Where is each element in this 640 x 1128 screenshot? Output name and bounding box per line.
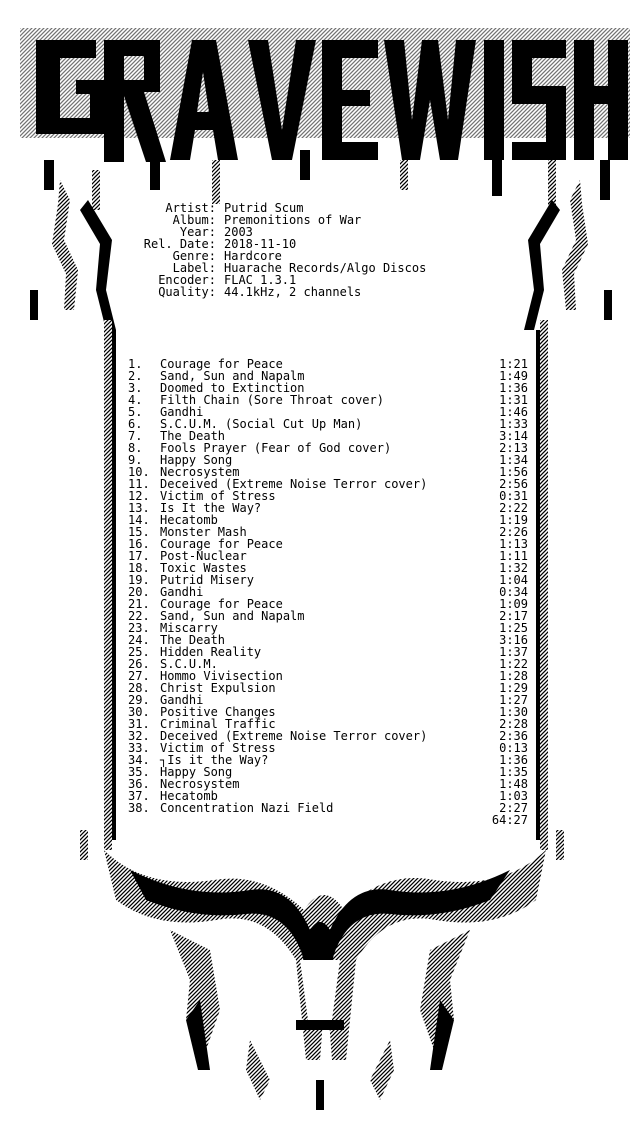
track-row — [0, 742, 640, 754]
track-title: Gandhi — [160, 405, 204, 419]
track-title: Victim of Stress — [160, 741, 276, 755]
track-duration: 2:26 — [499, 525, 528, 539]
track-row — [0, 550, 640, 562]
track-duration: 1:03 — [499, 789, 528, 803]
track-row — [0, 670, 640, 682]
release-info-key: Rel. Date: — [143, 237, 216, 251]
track-row — [0, 526, 640, 538]
release-info-key: Year: — [179, 225, 216, 239]
track-title: Positive Changes — [160, 705, 276, 719]
track-duration: 1:27 — [499, 693, 528, 707]
track-title: S.C.U.M. (Social Cut Up Man) — [160, 417, 363, 431]
track-title: Deceived (Extreme Noise Terror cover) — [160, 729, 428, 743]
track-number: 2. — [128, 369, 143, 383]
track-number: 9. — [128, 453, 143, 467]
track-row — [0, 802, 640, 814]
track-row — [0, 694, 640, 706]
track-title: Sand, Sun and Napalm — [160, 369, 305, 383]
track-title: Gandhi — [160, 693, 204, 707]
track-title: Monster Mash — [160, 525, 247, 539]
track-row — [0, 514, 640, 526]
track-row — [0, 502, 640, 514]
track-number: 24. — [128, 633, 150, 647]
track-title: Toxic Wastes — [160, 561, 247, 575]
track-duration: 1:09 — [499, 597, 528, 611]
release-info-value: Hardcore — [224, 249, 282, 263]
release-info-key: Genre: — [172, 249, 216, 263]
track-duration: 1:46 — [499, 405, 528, 419]
track-title: Happy Song — [160, 765, 233, 779]
track-number: 21. — [128, 597, 150, 611]
track-title: Hecatomb — [160, 513, 218, 527]
track-number: 6. — [128, 417, 143, 431]
track-number: 38. — [128, 801, 150, 815]
track-duration: 1:29 — [499, 681, 528, 695]
track-number: 20. — [128, 585, 150, 599]
track-duration: 1:11 — [499, 549, 528, 563]
track-number: 13. — [128, 501, 150, 515]
track-duration: 2:56 — [499, 477, 528, 491]
track-duration: 2:17 — [499, 609, 528, 623]
track-row — [0, 766, 640, 778]
track-duration: 1:36 — [499, 381, 528, 395]
track-title: Hidden Reality — [160, 645, 262, 659]
track-number: 17. — [128, 549, 150, 563]
track-row — [0, 538, 640, 550]
track-number: 8. — [128, 441, 143, 455]
track-duration: 3:14 — [499, 429, 528, 443]
track-duration: 1:35 — [499, 765, 528, 779]
track-row — [0, 598, 640, 610]
track-title: Concentration Nazi Field — [160, 801, 334, 815]
track-duration: 2:36 — [499, 729, 528, 743]
release-info-value: Premonitions of War — [224, 213, 362, 227]
track-number: 35. — [128, 765, 150, 779]
track-number: 4. — [128, 393, 143, 407]
track-title: The Death — [160, 633, 226, 647]
track-duration: 1:28 — [499, 669, 528, 683]
track-number: 22. — [128, 609, 150, 623]
track-number: 30. — [128, 705, 150, 719]
track-row — [0, 394, 640, 406]
release-info-key: Encoder: — [158, 273, 216, 287]
release-info-value: 2003 — [224, 225, 253, 239]
release-info-key: Album: — [172, 213, 216, 227]
track-title: Happy Song — [160, 453, 233, 467]
track-number: 23. — [128, 621, 150, 635]
track-duration: 0:31 — [499, 489, 528, 503]
track-row — [0, 358, 640, 370]
track-title: Courage for Peace — [160, 537, 283, 551]
track-duration: 1:33 — [499, 417, 528, 431]
track-row — [0, 658, 640, 670]
track-duration: 1:31 — [499, 393, 528, 407]
track-title: The Death — [160, 429, 226, 443]
track-title: Hommo Vivisection — [160, 669, 283, 683]
track-number: 1. — [128, 357, 143, 371]
track-title: Deceived (Extreme Noise Terror cover) — [160, 477, 428, 491]
track-number: 16. — [128, 537, 150, 551]
track-number: 18. — [128, 561, 150, 575]
track-duration: 0:13 — [499, 741, 528, 755]
track-row — [0, 454, 640, 466]
track-number: 10. — [128, 465, 150, 479]
track-number: 3. — [128, 381, 143, 395]
track-duration: 1:48 — [499, 777, 528, 791]
track-row — [0, 610, 640, 622]
track-number: 12. — [128, 489, 150, 503]
track-number: 26. — [128, 657, 150, 671]
track-duration: 2:22 — [499, 501, 528, 515]
release-info-value: Huarache Records/Algo Discos — [224, 261, 427, 275]
winged-ornament — [104, 850, 546, 1110]
track-duration: 1:49 — [499, 369, 528, 383]
release-info-key: Artist: — [165, 201, 216, 215]
track-duration: 3:16 — [499, 633, 528, 647]
track-duration: 1:19 — [499, 513, 528, 527]
track-number: 36. — [128, 777, 150, 791]
track-title: Gandhi — [160, 585, 204, 599]
track-number: 34. — [128, 753, 150, 767]
release-info-value: 44.1kHz, 2 channels — [224, 285, 362, 299]
release-info-value: 2018-11-10 — [224, 237, 297, 251]
release-info-value: Putrid Scum — [224, 201, 304, 215]
track-duration: 1:36 — [499, 753, 528, 767]
track-title: Criminal Traffic — [160, 717, 276, 731]
track-title: Courage for Peace — [160, 597, 283, 611]
track-duration: 0:34 — [499, 585, 528, 599]
track-row — [0, 574, 640, 586]
track-row — [0, 370, 640, 382]
track-duration: 1:30 — [499, 705, 528, 719]
track-number: 25. — [128, 645, 150, 659]
track-number: 29. — [128, 693, 150, 707]
track-duration: 1:56 — [499, 465, 528, 479]
track-title: Doomed to Extinction — [160, 381, 305, 395]
track-title: Courage for Peace — [160, 357, 283, 371]
track-duration: 1:25 — [499, 621, 528, 635]
track-title: Fools Prayer (Fear of God cover) — [160, 441, 392, 455]
track-duration: 1:04 — [499, 573, 528, 587]
track-duration: 2:27 — [499, 801, 528, 815]
track-number: 31. — [128, 717, 150, 731]
track-row — [0, 418, 640, 430]
track-duration: 1:13 — [499, 537, 528, 551]
track-title: Necrosystem — [160, 465, 240, 479]
track-number: 15. — [128, 525, 150, 539]
track-title: Necrosystem — [160, 777, 240, 791]
track-row — [0, 478, 640, 490]
track-row — [0, 646, 640, 658]
track-row — [0, 490, 640, 502]
total-duration: 64:27 — [491, 813, 528, 827]
track-row — [0, 562, 640, 574]
release-info-value: FLAC 1.3.1 — [224, 273, 297, 287]
track-title: Post-Nuclear — [160, 549, 247, 563]
track-duration: 1:22 — [499, 657, 528, 671]
track-number: 11. — [128, 477, 150, 491]
track-duration: 1:34 — [499, 453, 528, 467]
track-title: Hecatomb — [160, 789, 218, 803]
gravewish-logo — [20, 28, 630, 210]
track-row — [0, 754, 640, 766]
track-title: Victim of Stress — [160, 489, 276, 503]
track-duration: 1:32 — [499, 561, 528, 575]
track-number: 5. — [128, 405, 143, 419]
track-duration: 2:13 — [499, 441, 528, 455]
track-row — [0, 586, 640, 598]
track-number: 37. — [128, 789, 150, 803]
track-row — [0, 778, 640, 790]
release-info-key: Label: — [172, 261, 216, 275]
track-number: 28. — [128, 681, 150, 695]
track-number: 32. — [128, 729, 150, 743]
track-number: 14. — [128, 513, 150, 527]
track-duration: 1:21 — [499, 357, 528, 371]
track-title: Miscarry — [160, 621, 218, 635]
track-duration: 1:37 — [499, 645, 528, 659]
track-row — [0, 706, 640, 718]
track-row — [0, 730, 640, 742]
track-title: Sand, Sun and Napalm — [160, 609, 305, 623]
track-title: Christ Expulsion — [160, 681, 276, 695]
track-row — [0, 442, 640, 454]
track-number: 33. — [128, 741, 150, 755]
track-title: ┐Is it the Way? — [160, 753, 269, 767]
track-title: Filth Chain (Sore Throat cover) — [160, 393, 384, 407]
release-info-key: Quality: — [158, 285, 216, 299]
track-row — [0, 682, 640, 694]
track-number: 19. — [128, 573, 150, 587]
track-title: Is It the Way? — [160, 501, 262, 515]
track-row — [0, 622, 640, 634]
track-number: 7. — [128, 429, 143, 443]
track-title: Putrid Misery — [160, 573, 254, 587]
track-title: S.C.U.M. — [160, 657, 218, 671]
track-row — [0, 634, 640, 646]
track-duration: 2:28 — [499, 717, 528, 731]
track-number: 27. — [128, 669, 150, 683]
